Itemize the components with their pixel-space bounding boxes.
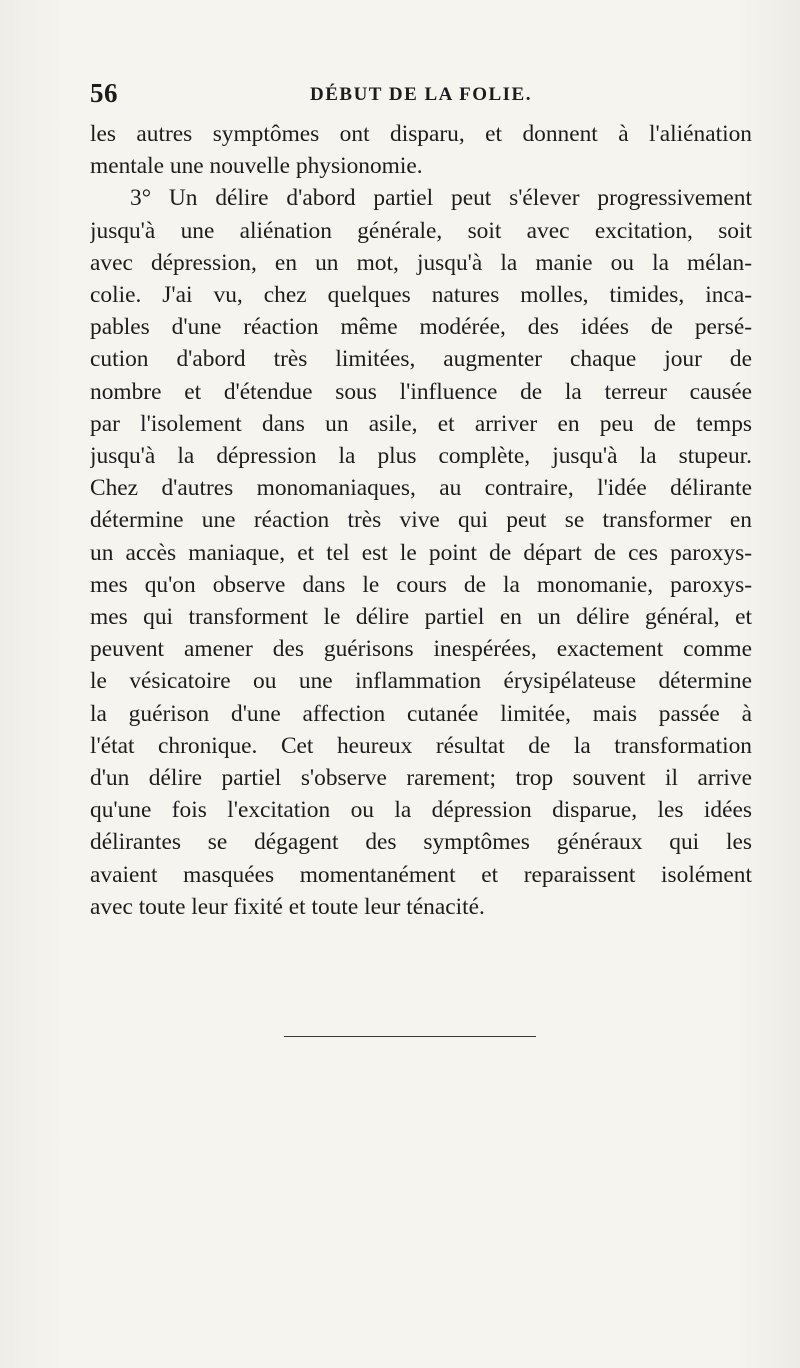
text-line: jusqu'à la dépression la plus complète, jusqu'à la stupeur. xyxy=(90,443,752,470)
text-line: 3° Un délire d'abord partiel peut s'élever progressivement xyxy=(130,185,752,212)
text-line: avec dépression, en un mot, jusqu'à la manie ou la mélan- xyxy=(90,249,752,276)
text-line: mes qui transforment le délire partiel en un délire général, et xyxy=(90,604,752,631)
text-line: cution d'abord très limitées, augmenter chaque jour de xyxy=(90,346,752,373)
text-line: mentale une nouvelle physionomie. xyxy=(90,153,423,180)
text-line: détermine une réaction très vive qui peut se transformer en xyxy=(90,507,752,534)
text-line: jusqu'à une aliénation générale, soit avec excitation, soit xyxy=(90,217,752,244)
text-line: le vésicatoire ou une inflammation érysipélateuse détermine xyxy=(90,668,752,695)
text-line: un accès maniaque, et tel est le point de départ de ces paroxys- xyxy=(90,539,752,566)
text-line: d'un délire partiel s'observe rarement; trop souvent il arrive xyxy=(90,765,752,792)
text-line: les autres symptômes ont disparu, et donnent à l'aliénation xyxy=(90,121,752,147)
text-line: avec toute leur fixité et toute leur ténacité. xyxy=(90,893,485,920)
text-line: colie. J'ai vu, chez quelques natures molles, timides, inca- xyxy=(90,282,752,309)
text-line: mes qu'on observe dans le cours de la monomanie, paroxys- xyxy=(90,571,752,598)
body-text xyxy=(90,118,752,923)
text-line: Chez d'autres monomaniaques, au contraire, l'idée délirante xyxy=(90,475,752,502)
text-line: l'état chronique. Cet heureux résultat de la transformation xyxy=(90,732,752,759)
page-number: 56 xyxy=(90,78,118,108)
section-divider xyxy=(284,1036,536,1037)
text-line: pables d'une réaction même modérée, des idées de persé- xyxy=(90,314,752,341)
text-line: délirantes se dégagent des symptômes généraux qui les xyxy=(90,829,752,856)
running-title: DÉBUT DE LA FOLIE. xyxy=(310,84,532,105)
text-line: nombre et d'étendue sous l'influence de la terreur causée xyxy=(90,378,752,405)
text-line: avaient masquées momentanément et reparaissent isolément xyxy=(90,861,752,888)
text-line: qu'une fois l'excitation ou la dépression disparue, les idées xyxy=(90,797,752,824)
text-line: peuvent amener des guérisons inespérées, exactement comme xyxy=(90,636,752,663)
page-header xyxy=(90,78,750,114)
text-line: par l'isolement dans un asile, et arriver en peu de temps xyxy=(90,410,752,437)
text-line: la guérison d'une affection cutanée limitée, mais passée à xyxy=(90,700,752,727)
